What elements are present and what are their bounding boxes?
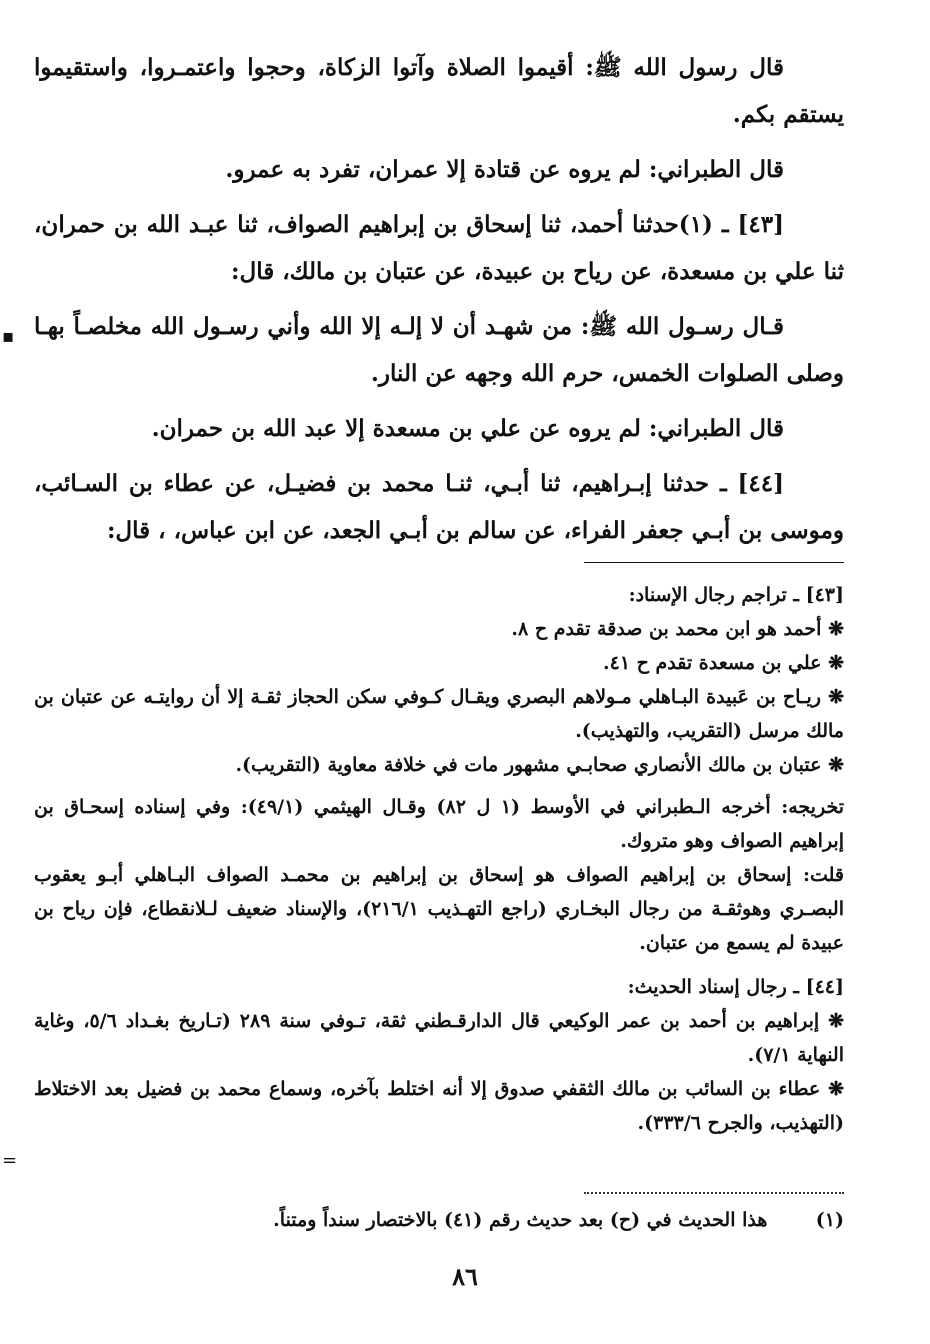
paragraph-hadith-43-matn: قـال رسـول الله ﷺ: من شهـد أن لا إلـه إلا الله وأني رسـول الله مخلصـاً بهـا وصلى الصلوات الخمس، حرم الله وجهه عن النار. (34, 313, 844, 387)
note-44-narrator-ibrahim: ❋ إبراهيم بن أحمد بن عمر الوكيعي قال الدارقـطني ثقة، تـوفي سنة ٢٨٩ (تـاريخ بغـداد ٥/٦، وغاية النهاية ٧/١). (34, 1010, 845, 1066)
paragraph-hadith-43-isnad: [٤٣] ـ (١)حدثنا أحمد، ثنا إسحاق بن إبراهيم الصواف، ثنا عبـد الله بن حمران، ثنا علي بن مسعدة، عن رياح بن عبيدة، عن عتبان بن مالك، قال: (34, 211, 844, 285)
margin-scan-mark: ▪ (2, 326, 15, 347)
paragraph-hadith-42-matn: قال رسول الله ﷺ: أقيموا الصلاة وآتوا الزكاة، وحجوا واعتمـروا، واستقيموا يستقم بكم. (34, 54, 844, 128)
margin-scan-mark-2: = (2, 1150, 18, 1171)
note-43-narrator-ahmad: ❋ أحمد هو ابن محمد بن صدقة تقدم ح ٨. (511, 618, 844, 640)
footnote-number: (١) (815, 1209, 844, 1231)
notes-separator-line (584, 562, 844, 563)
note-43-takhrij: تخريجه: أخرجه الـطبراني في الأوسط (١ ل ٨٢) وقـال الهيثمي (٤٩/١): وفي إسناده إسحـاق بن إبراهيم الصواف وهو متروك. (34, 796, 844, 852)
note-43-qultu: قلت: إسحاق بن إبراهيم الصواف هو إسحاق بن إبراهيم بن محمـد الصواف البـاهلي أبـو يعقوب البصـري وهوثقـة من رجال البخـاري (راجع التهـذيب ٢١٦/١)، والإسناد ضعيف لـلانقطاع، فإن رياح بن عبيدة لم يسمع من عتبان. (34, 864, 844, 954)
commentary-notes (34, 576, 844, 1140)
note-44-heading: [٤٤] ـ رجال إسناد الحديث: (627, 976, 844, 998)
note-43-heading: [٤٣] ـ تراجم رجال الإسناد: (628, 584, 844, 606)
note-43-narrator-itban: ❋ عتبان بن مالك الأنصاري صحابـي مشهور مات في خلافة معاوية (التقريب). (235, 754, 844, 776)
page-number: ٨٦ (452, 1262, 478, 1291)
paragraph-hadith-44-isnad: [٤٤] ـ حدثنا إبـراهيم، ثنا أبـي، ثنـا محمد بن فضيـل، عن عطاء بن السـائب، وموسى بن أبـي جعفر الفراء، عن سالم بن أبـي الجعد، عن ابن عباس، ، قال: (34, 470, 844, 544)
note-44-narrator-ata: ❋ عطاء بن السائب بن مالك الثقفي صدوق إلا أنه اختلط بآخره، وسماع محمد بن فضيل بعد الاختلاط (التهذيب، والجرح ٣٣٣/٦). (34, 1078, 844, 1134)
main-text (34, 44, 844, 562)
note-43-narrator-ali: ❋ علي بن مسعدة تقدم ح ٤١. (603, 652, 844, 674)
footnote-text: هذا الحديث في (ح) بعد حديث رقم (٤١) بالاختصار سنداً ومتناً. (273, 1209, 768, 1231)
note-43-narrator-riyah: ❋ ريـاح بن عَبيدة البـاهلي مـولاهم البصري ويقـال كـوفي سكن الحجاز ثقـة إلا أن روايتـه عن عتبان بن مالك مرسل (التقريب، والتهذيب). (34, 686, 844, 742)
paragraph-tabarani-comment-43: قال الطبراني: لم يروه عن علي بن مسعدة إلا عبد الله بن حمران. (151, 415, 784, 442)
footnote (34, 1206, 844, 1234)
footnote-separator-dots (584, 1192, 844, 1194)
paragraph-tabarani-comment-42: قال الطبراني: لم يروه عن قتادة إلا عمران، تفرد به عمرو. (225, 156, 784, 183)
